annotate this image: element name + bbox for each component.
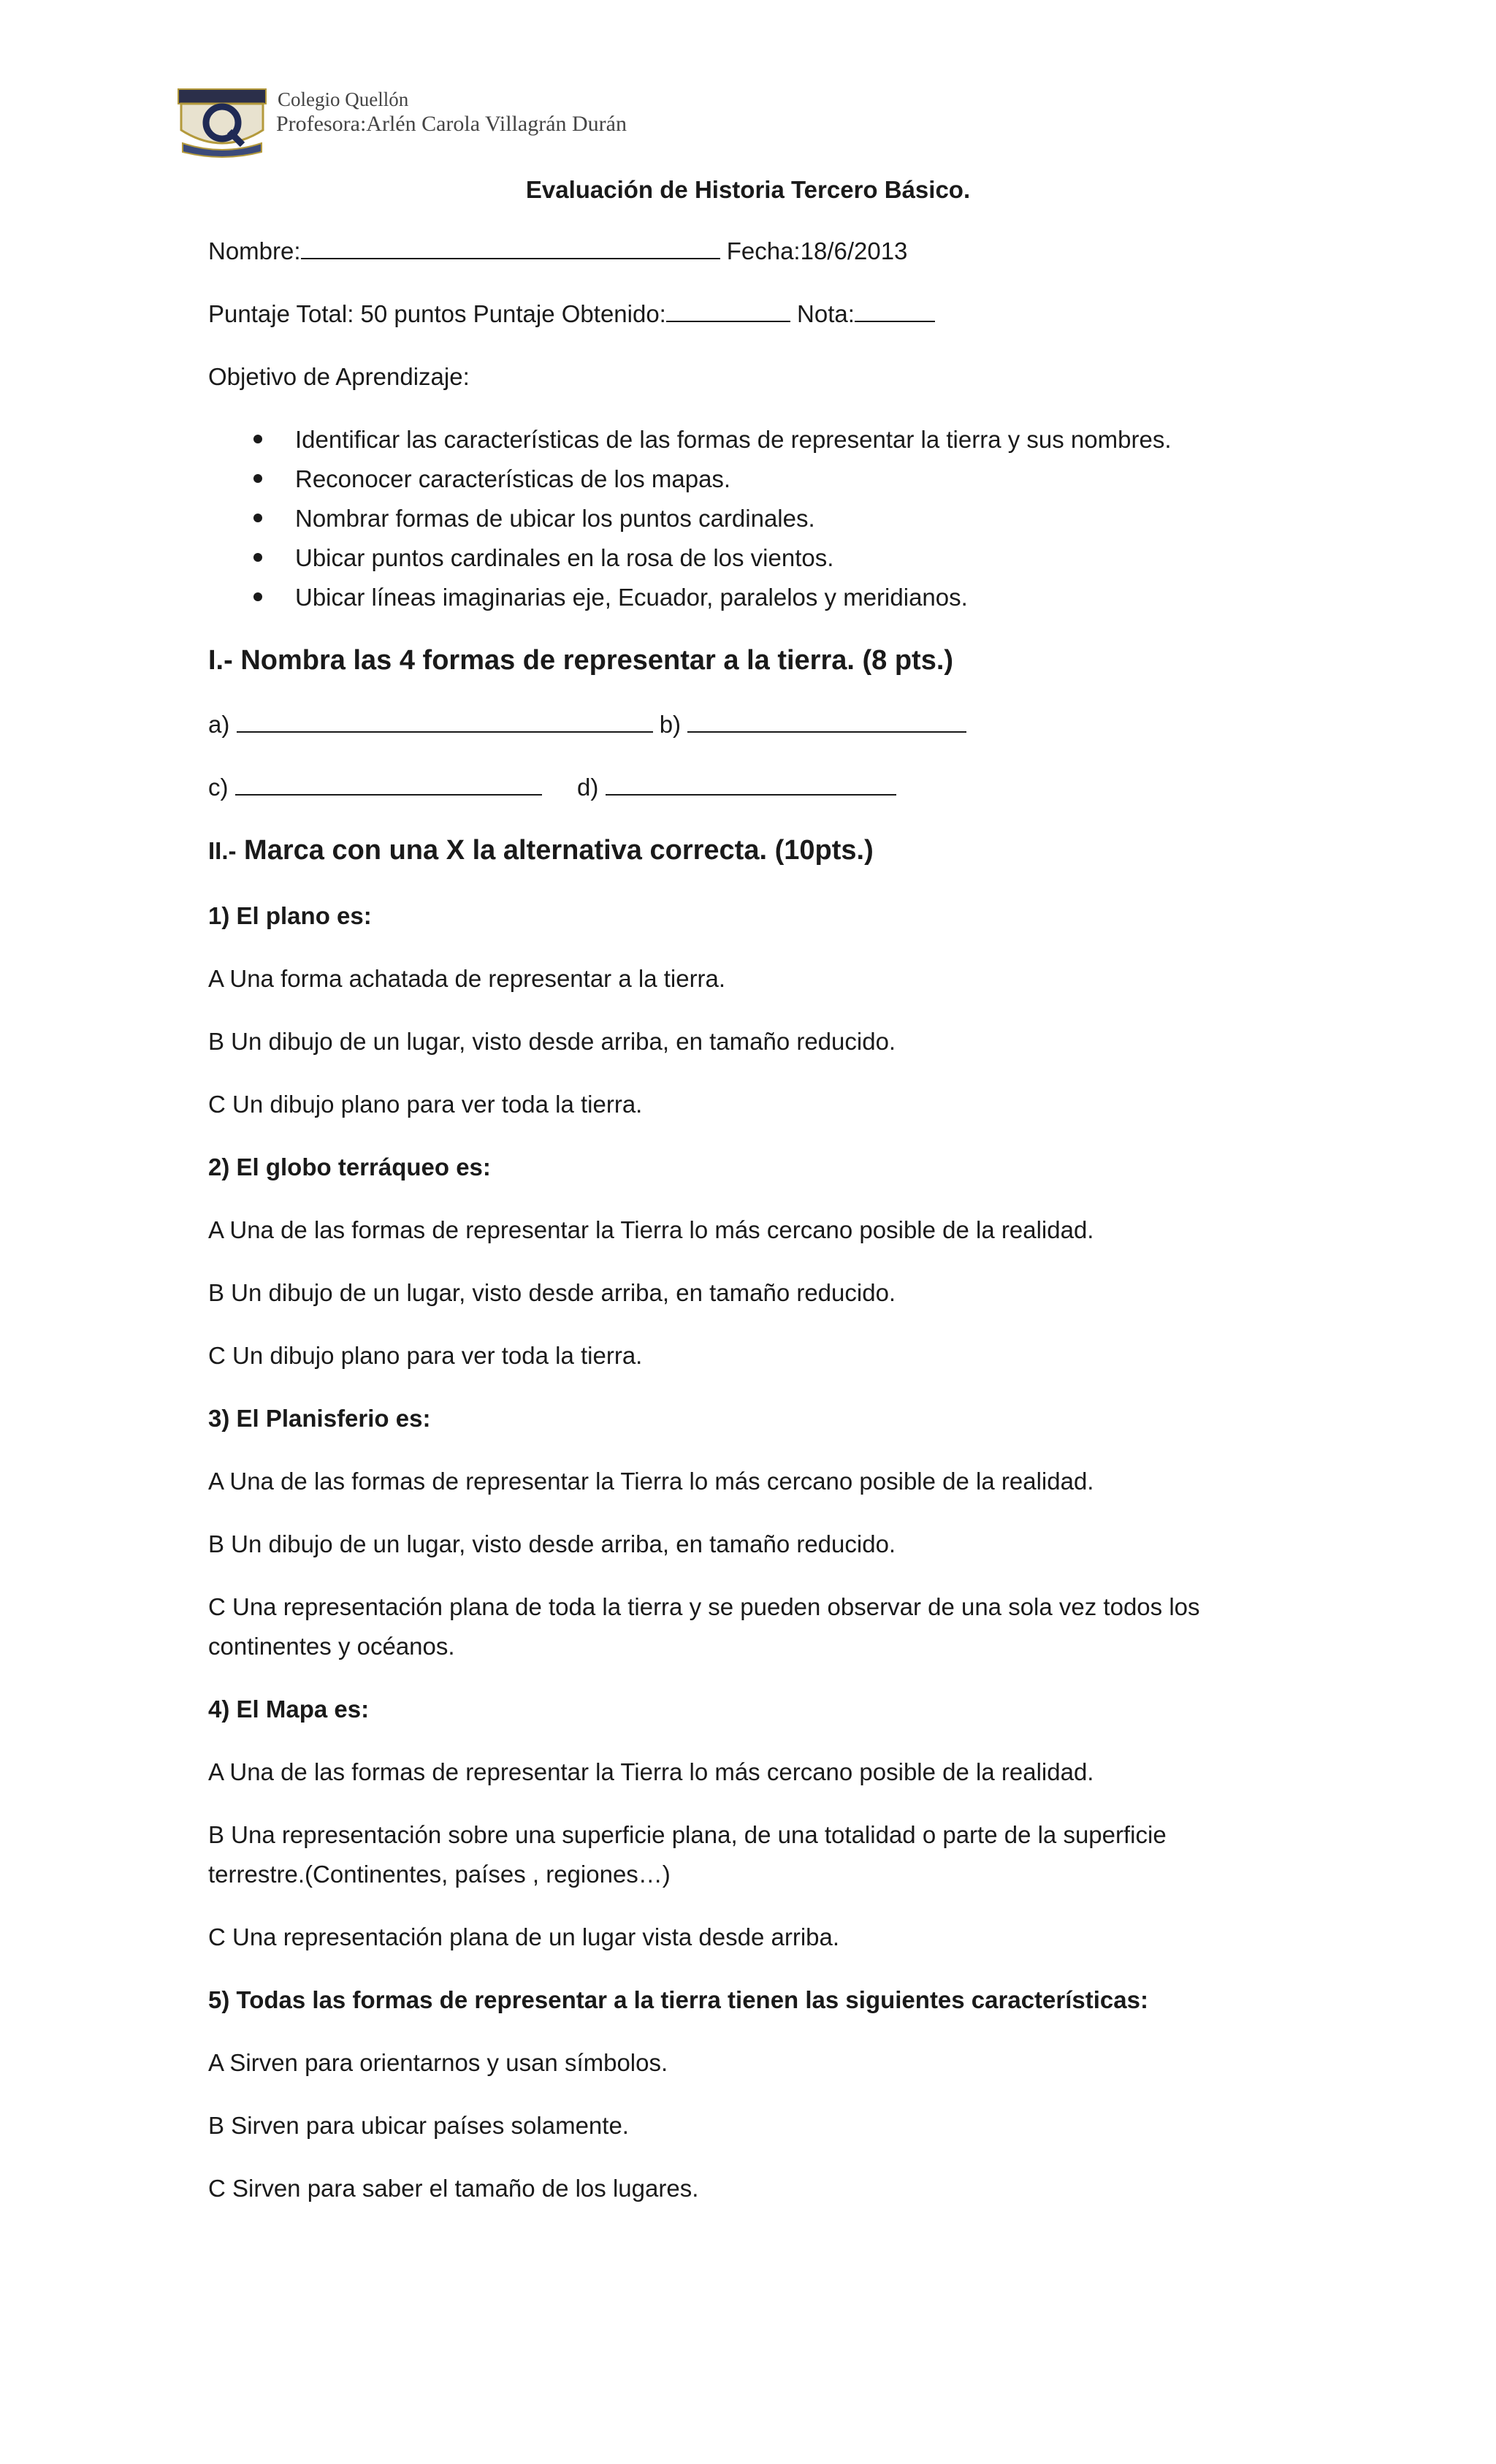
answer-b-blank[interactable]	[687, 709, 966, 733]
objective-item: Ubicar líneas imaginarias eje, Ecuador, paralelos y meridianos.	[253, 581, 968, 614]
school-crest-icon	[175, 86, 269, 158]
question-3-option-a[interactable]: A Una de las formas de representar la Tierra lo más cercano posible de la realidad.	[208, 1468, 1094, 1495]
score-obtained-blank[interactable]	[666, 299, 790, 322]
answer-d-label: d)	[577, 774, 599, 801]
question-4-option-a[interactable]: A Una de las formas de representar la Tierra lo más cercano posible de la realidad.	[208, 1758, 1094, 1785]
question-1-option-a[interactable]: A Una forma achatada de representar a la tierra.	[208, 965, 726, 992]
answer-b-label: b)	[659, 711, 682, 738]
question-4: 4) El Mapa es:	[208, 1696, 370, 1723]
name-blank[interactable]	[301, 236, 720, 259]
answer-c-label: c)	[208, 774, 229, 801]
question-5-option-a[interactable]: A Sirven para orientarnos y usan símbolos.	[208, 2049, 668, 2076]
score-total-label: Puntaje Total: 50 puntos Puntaje Obtenido:	[208, 300, 666, 327]
question-3: 3) El Planisferio es:	[208, 1405, 431, 1432]
question-3-option-c-continued: continentes y océanos.	[208, 1633, 455, 1660]
teacher-name: Profesora:Arlén Carola Villagrán Durán	[276, 112, 627, 136]
section-2-title: II.- Marca con una X la alternativa correcta. (10pts.)	[208, 835, 874, 866]
answer-d-blank[interactable]	[606, 772, 896, 796]
question-3-option-c[interactable]: C Una representación plana de toda la tierra y se pueden observar de una sola vez todos los	[208, 1593, 1200, 1620]
question-3-option-b[interactable]: B Un dibujo de un lugar, visto desde arriba, en tamaño reducido.	[208, 1530, 896, 1557]
name-label: Nombre:	[208, 237, 301, 264]
bullet-icon	[253, 514, 262, 522]
answer-a-label: a)	[208, 711, 230, 738]
objective-item: Reconocer características de los mapas.	[253, 463, 730, 495]
section-1-ab-line	[208, 709, 966, 741]
question-1-option-b[interactable]: B Un dibujo de un lugar, visto desde arriba, en tamaño reducido.	[208, 1028, 896, 1055]
bullet-icon	[253, 553, 262, 562]
question-2-option-c[interactable]: C Un dibujo plano para ver toda la tierra.	[208, 1342, 643, 1369]
question-2-option-b[interactable]: B Un dibujo de un lugar, visto desde arriba, en tamaño reducido.	[208, 1279, 896, 1306]
school-header	[276, 88, 627, 137]
objective-item: Ubicar puntos cardinales en la rosa de los vientos.	[253, 542, 833, 574]
bullet-icon	[253, 474, 262, 483]
question-4-option-b-continued: terrestre.(Continentes, países , regiones…)	[208, 1861, 671, 1888]
bullet-icon	[253, 435, 262, 443]
question-2-option-a[interactable]: A Una de las formas de representar la Tierra lo más cercano posible de la realidad.	[208, 1216, 1094, 1243]
question-2: 2) El globo terráqueo es:	[208, 1153, 491, 1180]
answer-a-blank[interactable]	[237, 709, 653, 733]
name-date-line	[208, 235, 907, 267]
objective-item: Identificar las características de las formas de representar la tierra y sus nombres.	[253, 424, 1172, 456]
grade-blank[interactable]	[855, 299, 935, 322]
question-4-option-c[interactable]: C Una representación plana de un lugar vista desde arriba.	[208, 1923, 840, 1950]
answer-c-blank[interactable]	[235, 772, 542, 796]
school-name: Colegio Quellón	[278, 88, 409, 110]
date-label: Fecha:18/6/2013	[726, 237, 908, 264]
bullet-icon	[253, 592, 262, 601]
exam-title: Evaluación de Historia Tercero Básico.	[525, 176, 971, 203]
grade-label: Nota:	[797, 300, 855, 327]
question-5-option-b[interactable]: B Sirven para ubicar países solamente.	[208, 2112, 629, 2139]
question-5-option-c[interactable]: C Sirven para saber el tamaño de los lugares.	[208, 2175, 699, 2202]
section-1-cd-line	[208, 771, 896, 804]
question-1: 1) El plano es:	[208, 902, 372, 929]
question-5: 5) Todas las formas de representar a la tierra tienen las siguientes características:	[208, 1986, 1148, 2013]
question-1-option-c[interactable]: C Un dibujo plano para ver toda la tierra.	[208, 1091, 643, 1118]
objective-label: Objetivo de Aprendizaje:	[208, 363, 470, 390]
school-logo	[175, 86, 269, 158]
section-1-title: I.- Nombra las 4 formas de representar a la tierra. (8 pts.)	[208, 645, 954, 676]
question-4-option-b[interactable]: B Una representación sobre una superficie plana, de una totalidad o parte de la superficie	[208, 1821, 1167, 1848]
score-line	[208, 298, 935, 330]
objective-item: Nombrar formas de ubicar los puntos cardinales.	[253, 503, 815, 535]
